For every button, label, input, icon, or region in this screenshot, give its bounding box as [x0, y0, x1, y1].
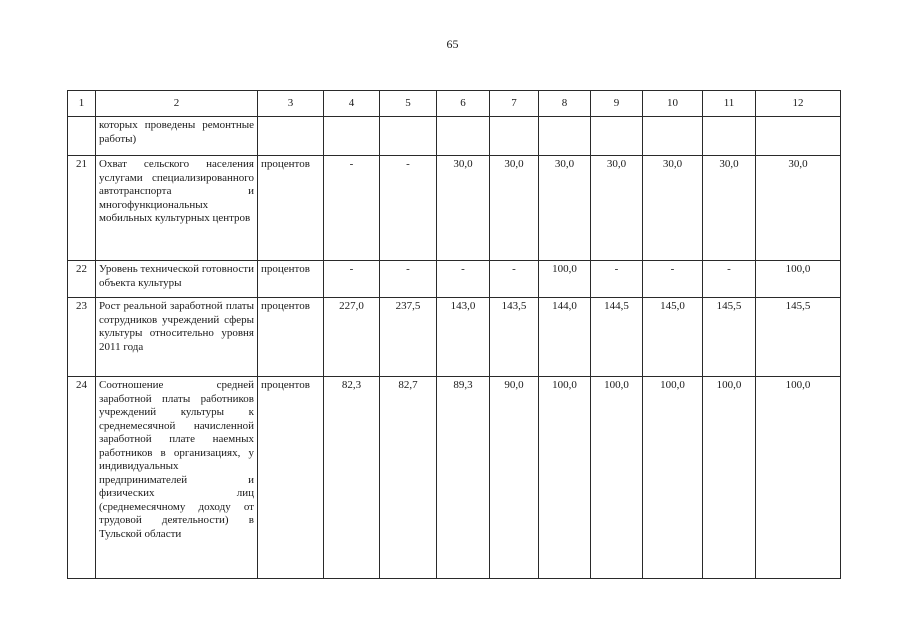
value-cell: 100,0 [591, 377, 643, 579]
value-cell: 30,0 [703, 156, 756, 261]
value-cell: 30,0 [490, 156, 539, 261]
value-cell: 227,0 [324, 298, 380, 377]
value-cell: 100,0 [539, 261, 591, 298]
value-cell: - [324, 261, 380, 298]
column-header: 7 [490, 91, 539, 117]
value-cell: 30,0 [756, 156, 841, 261]
value-cell: 90,0 [490, 377, 539, 579]
indicator-name: Уровень технической готовности объекта культуры [96, 261, 258, 298]
value-cell: - [643, 261, 703, 298]
value-cell [324, 117, 380, 156]
unit-cell: процентов [258, 298, 324, 377]
value-cell: 144,0 [539, 298, 591, 377]
value-cell: 100,0 [703, 377, 756, 579]
table-row-continuation [68, 117, 841, 156]
value-cell: 30,0 [643, 156, 703, 261]
column-header: 11 [703, 91, 756, 117]
unit-cell [258, 117, 324, 156]
row-number: 21 [68, 156, 96, 261]
table-row [68, 377, 841, 579]
value-cell: 145,5 [756, 298, 841, 377]
value-cell: - [591, 261, 643, 298]
unit-cell: процентов [258, 156, 324, 261]
row-number: 23 [68, 298, 96, 377]
header-row [68, 91, 841, 117]
value-cell [591, 117, 643, 156]
indicator-name: Соотношение средней заработной платы работников учреждений культуры к среднемесячной начисленной заработной плате наемных работников в организациях, у индивидуальных предпринимателей и физических лиц (среднемесячному доходу от трудовой деятельности) в Тульской области [96, 377, 258, 579]
table-row [68, 156, 841, 261]
value-cell [380, 117, 437, 156]
row-number: 22 [68, 261, 96, 298]
value-cell: 237,5 [380, 298, 437, 377]
column-header: 3 [258, 91, 324, 117]
column-header: 1 [68, 91, 96, 117]
value-cell: 82,7 [380, 377, 437, 579]
value-cell: 30,0 [539, 156, 591, 261]
value-cell: 30,0 [437, 156, 490, 261]
value-cell [437, 117, 490, 156]
indicator-name: Рост реальной заработной платы сотрудников учреждений сферы культуры относительно уровня 2011 года [96, 298, 258, 377]
value-cell: 100,0 [756, 377, 841, 579]
value-cell: 144,5 [591, 298, 643, 377]
value-cell: 145,0 [643, 298, 703, 377]
value-cell: 143,5 [490, 298, 539, 377]
value-cell: 100,0 [756, 261, 841, 298]
table-row [68, 298, 841, 377]
column-header: 5 [380, 91, 437, 117]
column-header: 2 [96, 91, 258, 117]
value-cell [756, 117, 841, 156]
value-cell [490, 117, 539, 156]
column-header: 4 [324, 91, 380, 117]
value-cell: 145,5 [703, 298, 756, 377]
value-cell: 143,0 [437, 298, 490, 377]
value-cell: - [324, 156, 380, 261]
indicator-name: Охват сельского населения услугами специализированного автотранспорта и многофункциональных мобильных культурных центров [96, 156, 258, 261]
table-row [68, 261, 841, 298]
column-header: 10 [643, 91, 703, 117]
unit-cell: процентов [258, 261, 324, 298]
indicators-table [67, 90, 841, 579]
value-cell: - [437, 261, 490, 298]
indicator-name: которых проведены ремонтные работы) [96, 117, 258, 156]
value-cell: - [490, 261, 539, 298]
column-header: 9 [591, 91, 643, 117]
row-number [68, 117, 96, 156]
value-cell [703, 117, 756, 156]
value-cell: 89,3 [437, 377, 490, 579]
value-cell: - [703, 261, 756, 298]
value-cell: 82,3 [324, 377, 380, 579]
value-cell [643, 117, 703, 156]
value-cell: 100,0 [643, 377, 703, 579]
page-number: 65 [446, 37, 459, 51]
column-header: 6 [437, 91, 490, 117]
value-cell: 100,0 [539, 377, 591, 579]
value-cell: - [380, 261, 437, 298]
column-header: 8 [539, 91, 591, 117]
row-number: 24 [68, 377, 96, 579]
value-cell: 30,0 [591, 156, 643, 261]
unit-cell: процентов [258, 377, 324, 579]
column-header: 12 [756, 91, 841, 117]
value-cell [539, 117, 591, 156]
value-cell: - [380, 156, 437, 261]
